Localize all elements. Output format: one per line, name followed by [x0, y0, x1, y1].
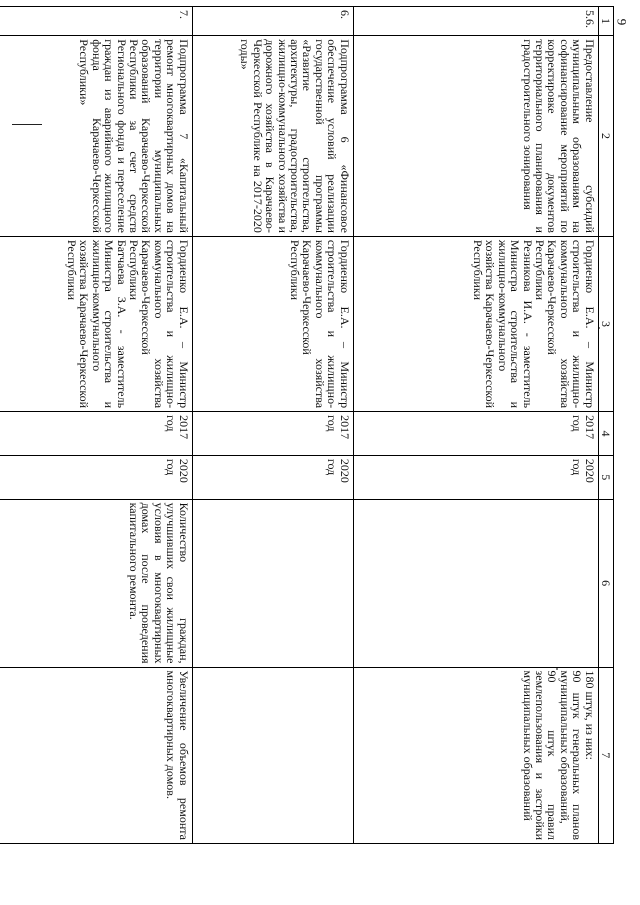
row-number: 5.6.: [353, 7, 598, 36]
end-year: 2020 год: [192, 455, 353, 499]
row-number: 6.: [192, 7, 353, 36]
executor-line: Гордиенко Е.А. – Министр строительства и жилищно-коммунального хозяйства Карачаево-Черкесской Республики: [287, 239, 352, 409]
rotated-table-container: [64, 0, 620, 850]
executors-cell: [192, 236, 353, 411]
executor-line: Батчаева З.А. - заместитель Министра строительства и жилищно-коммунального хозяйства Карачаево-Черкесской Республики: [64, 239, 129, 409]
header-row: [598, 7, 613, 844]
column-header: 5: [598, 455, 613, 499]
table-row: [353, 7, 598, 844]
start-year: 2017 год: [192, 412, 353, 456]
row-number: 7.: [0, 7, 192, 36]
executors-cell: [353, 236, 598, 411]
table-row: [192, 7, 353, 844]
indicator-cell: Количество граждан, улучшивших свои жилищные условия в многоквартирных домах после проведения капитального ремонта.: [0, 499, 192, 667]
column-header: 4: [598, 412, 613, 456]
column-header: 2: [598, 36, 613, 237]
start-year: 2017 год: [353, 412, 598, 456]
result-cell: [0, 667, 192, 843]
result-cell: [192, 667, 353, 843]
measure-name: Подпрограмма 6 «Финансовое обеспечение условий реализации государственной программы «Развитие строительства, архитектуры, градостроительства, жилищно-коммунального хозяйства и дорожного хозяйства в Карачаево-Черкесской Республике на 2017-2020 годы»: [192, 36, 353, 237]
indicator-cell: [353, 499, 598, 667]
end-year: 2020 год: [353, 455, 598, 499]
column-header: 1: [598, 7, 613, 36]
result-line: 90 штук правил землепользования и застройки муниципальных образований: [520, 670, 560, 840]
column-header: 7: [598, 667, 613, 843]
measure-name: Предоставление субсидий муниципальным образованиям на софинансирование мероприятий по корректировке документов территориального планирования и градостроительного зонирования: [353, 36, 598, 237]
executor-line: Гордиенко Е.А. – Министр строительства и жилищно-коммунального хозяйства Карачаево-Черкесской Республики: [126, 239, 191, 409]
result-line: 90 штук генеральных планов муниципальных образований,: [557, 670, 585, 840]
page-number: 9: [614, 18, 630, 26]
executor-line: Гордиенко Е.А. – Министр строительства и жилищно-коммунального хозяйства Карачаево-Черкесской Республики: [532, 239, 597, 409]
measure-name: Подпрограмма 7 «Капитальный ремонт многоквартирных домов на территории муниципальных образований Карачаево-Черкесской Республики за счет средств Регионального фонда и переселение граждан из аварийного жилищного фонда Карачаево-Черкесской Республики»: [0, 36, 192, 237]
measures-table: [0, 6, 614, 844]
end-year: 2020 год: [0, 455, 192, 499]
start-year: 2017 год: [0, 412, 192, 456]
result-line: Увеличение объемов ремонта многоквартирных домов.: [164, 670, 191, 840]
column-header: 6: [598, 499, 613, 667]
table-row: [0, 7, 192, 844]
indicator-cell: [192, 499, 353, 667]
result-line: 180 штук, из них:: [582, 670, 597, 761]
executor-line: Резникова И.А. - заместитель Министра строительства и жилищно-коммунального хозяйства Карачаево-Черкесской Республики: [470, 239, 535, 409]
column-header: 3: [598, 236, 613, 411]
result-cell: [353, 667, 598, 843]
executors-cell: [0, 236, 192, 411]
